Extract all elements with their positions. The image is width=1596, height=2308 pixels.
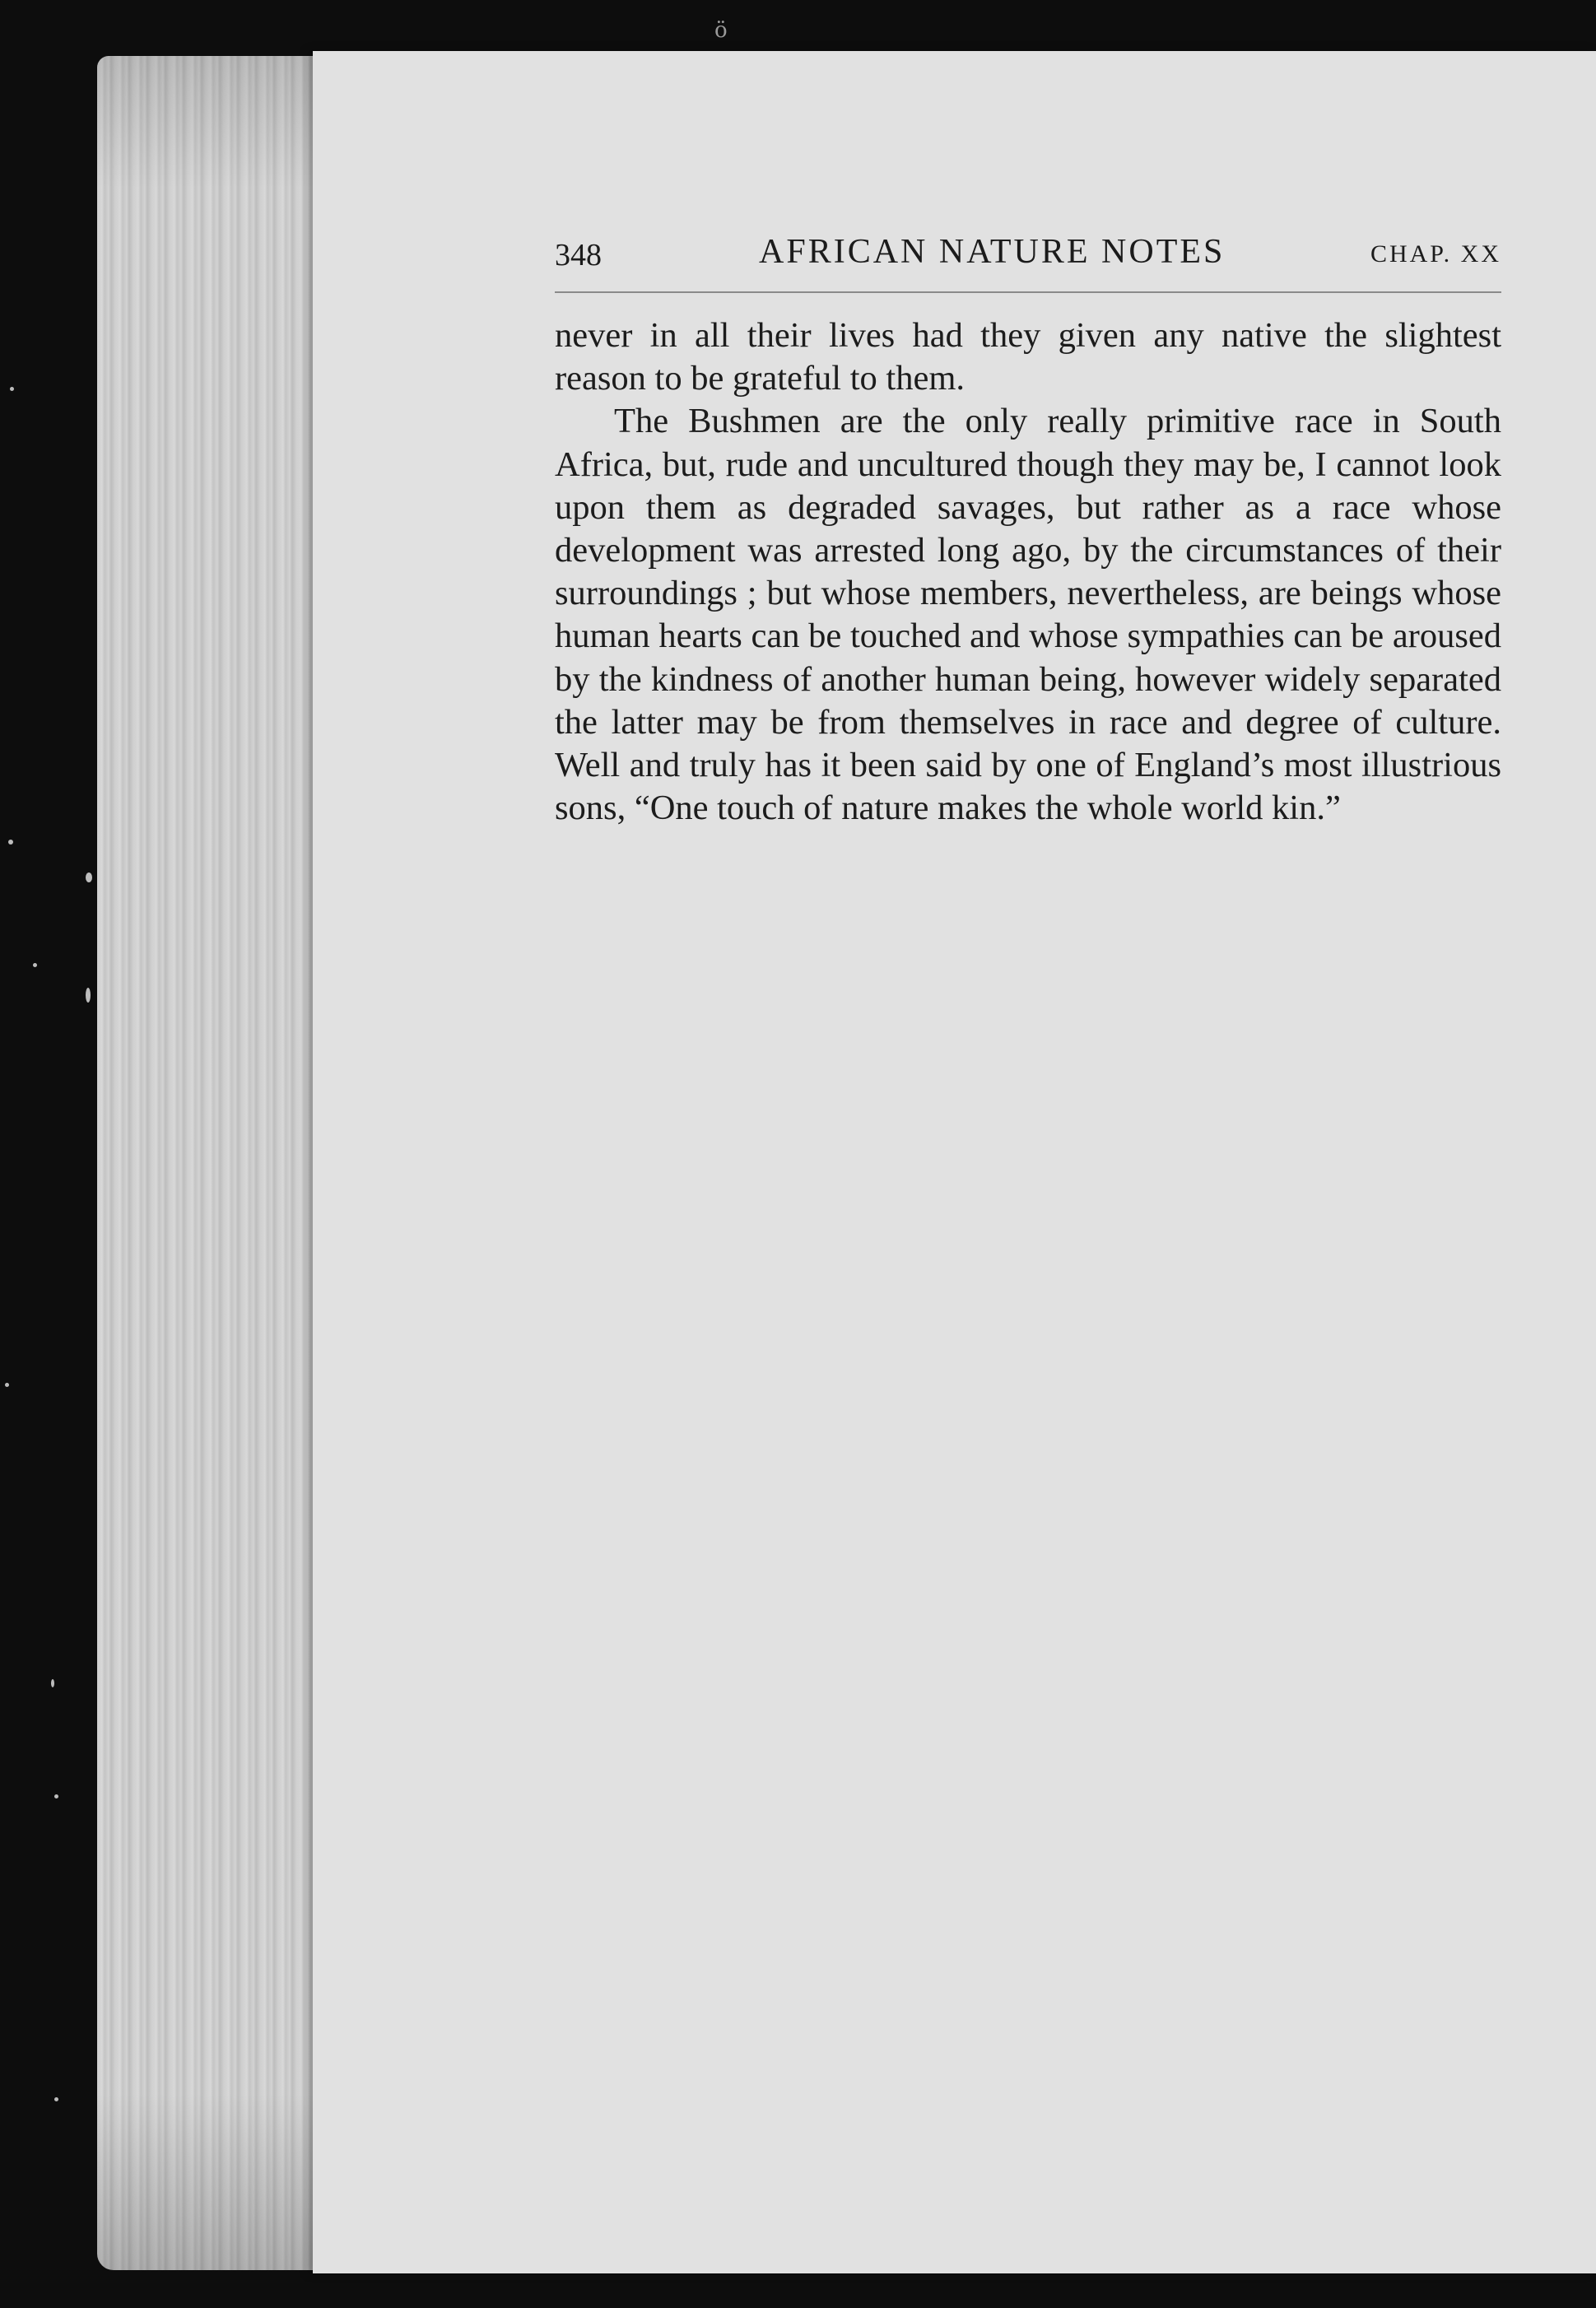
body-text	[555, 314, 1501, 830]
book-page-edges	[97, 56, 336, 2270]
chapter-label: CHAP. XX	[1370, 240, 1501, 268]
header-rule	[555, 291, 1501, 293]
book-title: AFRICAN NATURE NOTES	[759, 233, 1226, 271]
scan-top-mark: ö	[714, 18, 728, 43]
paragraph-1: never in all their lives had they given any native the slightest reason to be grateful to them.	[555, 316, 1501, 398]
running-head	[555, 232, 1501, 278]
paragraph-2: The Bushmen are the only really primitive race in South Africa, but, rude and uncultured though they may be, I cannot look upon them as degraded savages, but rather as a race whose development was arrested long ago, by the circumstances of their surroundings ; but whose members, nevertheless, are beings whose human hearts can be touched and whose sympathies can be aroused by the kindness of another human being, however widely separated the latter may be from themselves in race and degree of culture. Well and truly has it been said by one of England’s most illustrious sons, “One touch of nature makes the whole world kin.”	[555, 402, 1501, 828]
page-number: 348	[555, 238, 602, 272]
